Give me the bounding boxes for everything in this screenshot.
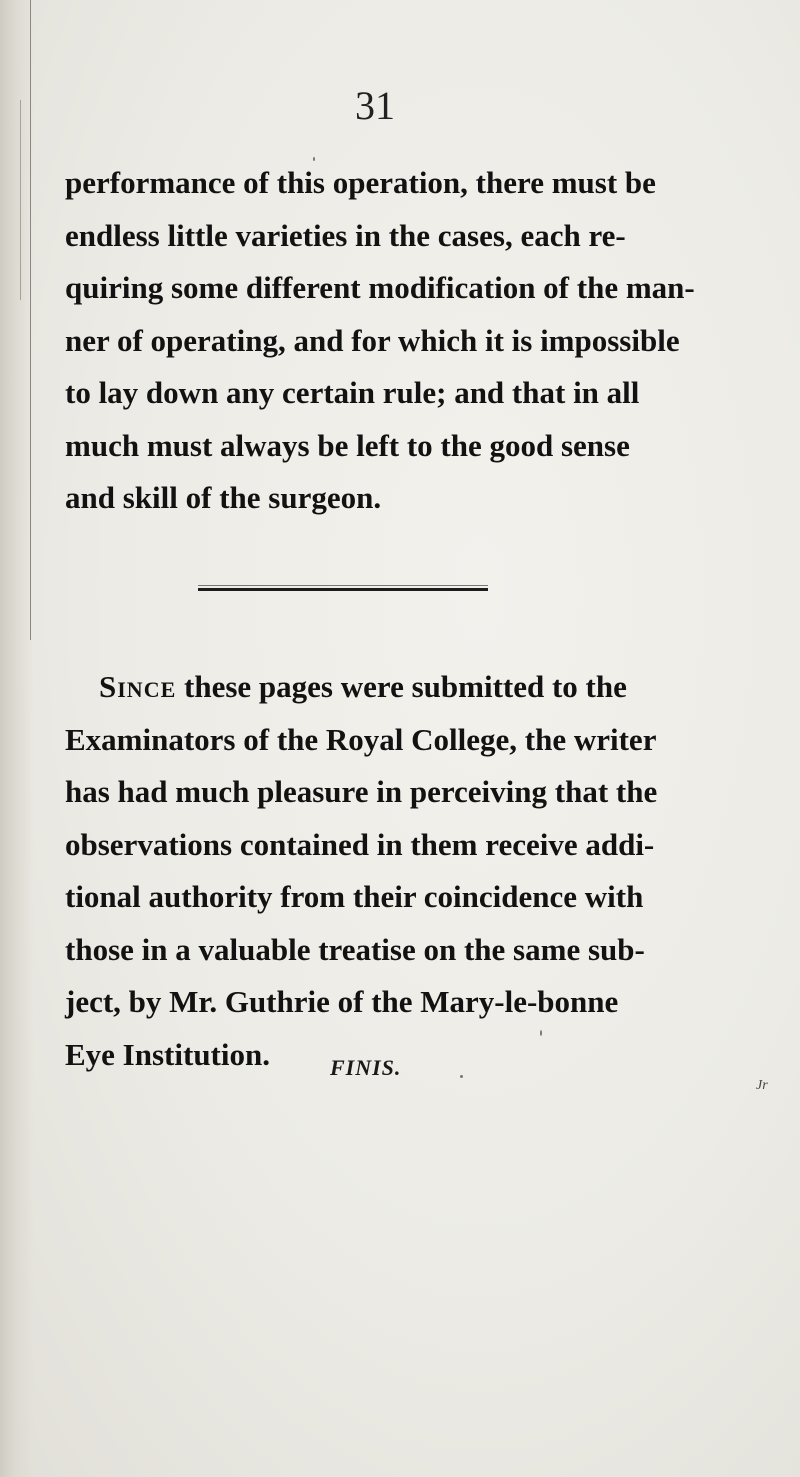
text-line: ner of operating, and for which it is impossible <box>65 322 680 358</box>
text-line: and skill of the surgeon. <box>65 480 382 515</box>
text-line: Examinators of the Royal College, the writer <box>65 721 657 757</box>
small-caps-opening-word: Since <box>99 669 177 704</box>
page-number: 31 <box>355 83 395 128</box>
text-line-first <box>65 661 755 714</box>
gutter-shadow-line <box>20 100 21 300</box>
corner-pencil-mark: Jr <box>756 1078 768 1093</box>
text-line: performance of this operation, there must be <box>65 165 656 200</box>
finis-label: FINIS. <box>330 1055 402 1080</box>
section-divider-rule <box>198 588 488 591</box>
text-line: those in a valuable treatise on the same sub- <box>65 931 645 967</box>
text-line: to lay down any certain rule; and that in all <box>65 375 640 410</box>
paper-speck <box>460 1075 463 1078</box>
paper-speck <box>313 157 315 161</box>
text-line: ject, by Mr. Guthrie of the Mary-le-bonne <box>65 984 619 1019</box>
text-line: has had much pleasure in perceiving that the <box>65 774 658 809</box>
text-line: quiring some different modification of the man- <box>65 270 695 305</box>
text-line-rest: these pages were submitted to the <box>176 669 627 704</box>
text-line: observations contained in them receive addi- <box>65 826 655 862</box>
paragraph-2 <box>65 661 755 1081</box>
paragraph-1 <box>65 157 755 525</box>
text-line: Eye Institution. <box>65 1036 270 1072</box>
paper-speck <box>540 1030 542 1036</box>
gutter-shadow-line <box>30 0 31 640</box>
binding-gutter <box>0 0 34 1477</box>
text-line: much must always be left to the good sense <box>65 427 630 463</box>
text-line: endless little varieties in the cases, each re- <box>65 217 626 253</box>
text-line: tional authority from their coincidence with <box>65 879 644 914</box>
